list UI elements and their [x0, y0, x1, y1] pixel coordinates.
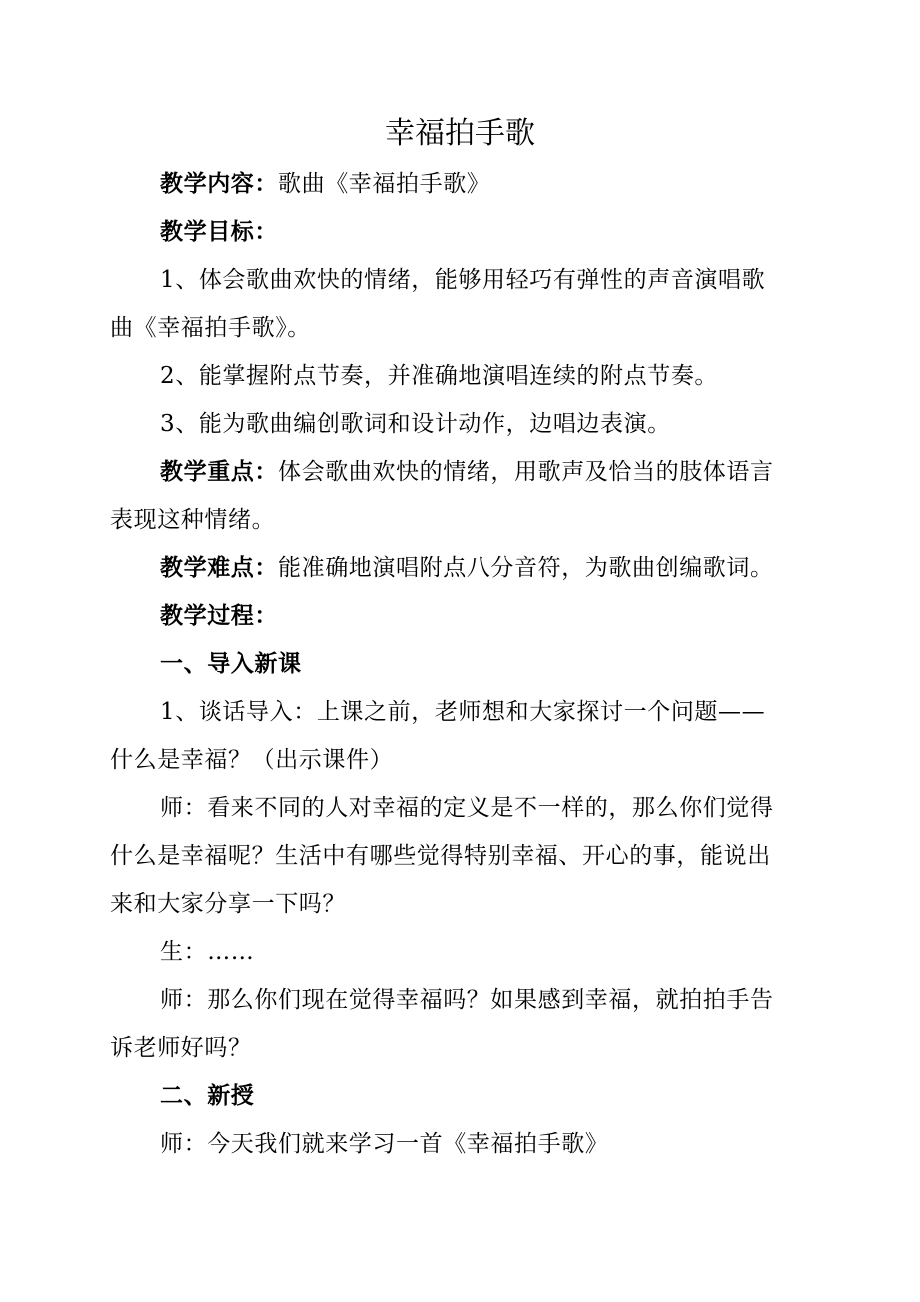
goal-1-line-b: 曲《幸福拍手歌》。 [110, 315, 311, 341]
student-1: 生：…… [160, 939, 255, 965]
goal-2: 2、能掌握附点节奏，并准确地演唱连续的附点节奏。 [160, 363, 719, 389]
section-2-heading: 二、新授 [160, 1082, 255, 1109]
content-label: 教学内容： [160, 170, 278, 197]
document-page [110, 110, 810, 1168]
difficulty-line [110, 544, 810, 592]
intro-line-b: 什么是幸福？（出示课件） [110, 747, 394, 773]
content-value: 歌曲《幸福拍手歌》 [278, 171, 491, 197]
content-line [110, 160, 810, 208]
intro-line-a: 1、谈话导入：上课之前，老师想和大家探讨一个问题—— [160, 699, 766, 725]
teacher-3: 师：今天我们就来学习一首《幸福拍手歌》 [160, 1131, 609, 1157]
document-title: 幸福拍手歌 [385, 116, 535, 151]
goal-1-line-a: 1、体会歌曲欢快的情绪，能够用轻巧有弹性的声音演唱歌 [160, 267, 766, 293]
section-1-heading: 一、导入新课 [160, 650, 302, 677]
key-point-line-b: 表现这种情绪。 [110, 507, 276, 533]
goal-3: 3、能为歌曲编创歌词和设计动作，边唱边表演。 [160, 411, 671, 437]
difficulty-label: 教学难点： [160, 554, 278, 581]
key-point-value: 体会歌曲欢快的情绪，用歌声及恰当的肢体语言 [278, 459, 774, 485]
teacher-1-line-c: 来和大家分享一下吗？ [110, 891, 346, 917]
difficulty-value: 能准确地演唱附点八分音符，为歌曲创编歌词。 [278, 555, 774, 581]
key-point-line-a [110, 448, 810, 496]
teacher-2-line-b: 诉老师好吗？ [110, 1035, 252, 1061]
teacher-1-line-a: 师：看来不同的人对幸福的定义是不一样的，那么你们觉得 [160, 795, 774, 821]
key-point-label: 教学重点： [160, 458, 278, 485]
process-label: 教学过程： [160, 602, 278, 629]
teacher-2-line-a: 师：那么你们现在觉得幸福吗？如果感到幸福，就拍拍手告 [160, 987, 774, 1013]
goals-label: 教学目标： [160, 218, 278, 245]
teacher-1-line-b: 什么是幸福呢？生活中有哪些觉得特别幸福、开心的事，能说出 [110, 843, 771, 869]
